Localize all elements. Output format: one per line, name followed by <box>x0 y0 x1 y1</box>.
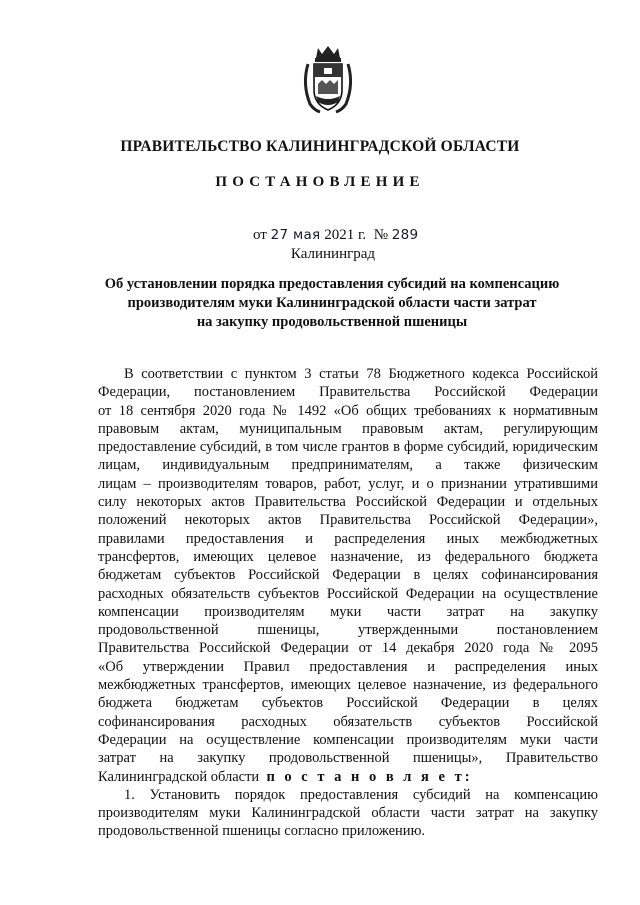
item-line: производителям муки Калининградской области части затрат на закупку <box>98 805 598 822</box>
preamble-final: Калининградской области <box>98 768 260 785</box>
subject-line: на закупку продовольственной пшеницы <box>196 314 468 330</box>
body-line: Федерации на осуществление компенсации производителям муки части <box>98 731 598 748</box>
body-line: предоставление субсидий, в том числе грантов в форме субсидий, юридическим <box>98 439 598 456</box>
number-handwritten: 289 <box>391 227 419 243</box>
body-line: В соответствии с пунктом 3 статьи 78 Бюджетного кодекса Российской <box>124 366 598 382</box>
body-line: лицам, индивидуальным предпринимателям, а также физическим <box>98 457 598 474</box>
body-line: «Об утверждении Правил предоставления и распределения иных <box>98 658 598 675</box>
body-line: затрат на закупку продовольственной пшеницы», Правительство <box>98 750 598 767</box>
body-line: от 18 сентября 2020 года № 1492 «Об общих требованиях к нормативным <box>98 402 598 419</box>
document-type: ПОСТАНОВЛЕНИЕ <box>215 174 425 190</box>
body-line-resolve <box>98 768 598 786</box>
body-line: правилами предоставления и распределения иных межбюджетных <box>98 530 598 547</box>
subject-line: Об установлении порядка предоставления субсидий на компенсацию <box>104 276 560 292</box>
item-line: 1. Установить порядок предоставления субсидий на компенсацию <box>124 786 598 803</box>
body-line: компенсации производителям муки части затрат на закупку <box>98 603 598 620</box>
body-line: лицам – производителям товаров, работ, услуг, и о признании утратившими <box>98 475 598 492</box>
body-line: правовым актам, муниципальным правовым актам, регулирующим <box>98 420 598 437</box>
body-line: продовольственной пшеницы, утвержденными постановлением <box>98 622 598 639</box>
government-name: ПРАВИТЕЛЬСТВО КАЛИНИНГРАДСКОЙ ОБЛАСТИ <box>120 138 520 155</box>
body-line: бюджетам субъектов Российской Федерации в целях софинансирования <box>98 567 598 584</box>
document-body <box>98 365 598 841</box>
document-subject <box>88 275 576 332</box>
city: Калининград <box>290 246 376 262</box>
body-line: софинансирования расходных обязательств субъектов Российской <box>98 713 598 730</box>
body-line: Правительства Российской Федерации от 14 декабря 2020 года № 2095 <box>98 640 598 657</box>
kaliningrad-coat-of-arms-icon <box>300 44 356 116</box>
body-line: положений некоторых актов Правительства Российской Федерации», <box>98 512 598 529</box>
body-line: Федерации, постановлением Правительства Российской Федерации <box>98 384 598 401</box>
body-line: трансфертов, имеющих целевое назначение, из федерального бюджета <box>98 548 598 565</box>
number-prefix: № <box>373 227 388 243</box>
body-line: силу некоторых актов Правительства Российской Федерации и отдельных <box>98 494 598 511</box>
body-line: межбюджетных трансфертов, имеющих целевое назначение, из федерального <box>98 677 598 694</box>
body-line: расходных обязательств субъектов Российской Федерации на осуществление <box>98 585 598 602</box>
resolve-word: п о с т а н о в л я е т: <box>266 768 473 785</box>
item-line: продовольственной пшеницы согласно приложению. <box>98 823 426 840</box>
date-handwritten: 27 мая <box>270 227 321 243</box>
subject-line: производителям муки Калининградской области части затрат <box>127 295 537 311</box>
date-prefix: от <box>253 227 267 243</box>
body-line: бюджета бюджетам субъектов Российской Федерации в целях <box>98 695 598 712</box>
document-date-number <box>253 227 418 244</box>
date-year: 2021 г. <box>324 227 367 243</box>
